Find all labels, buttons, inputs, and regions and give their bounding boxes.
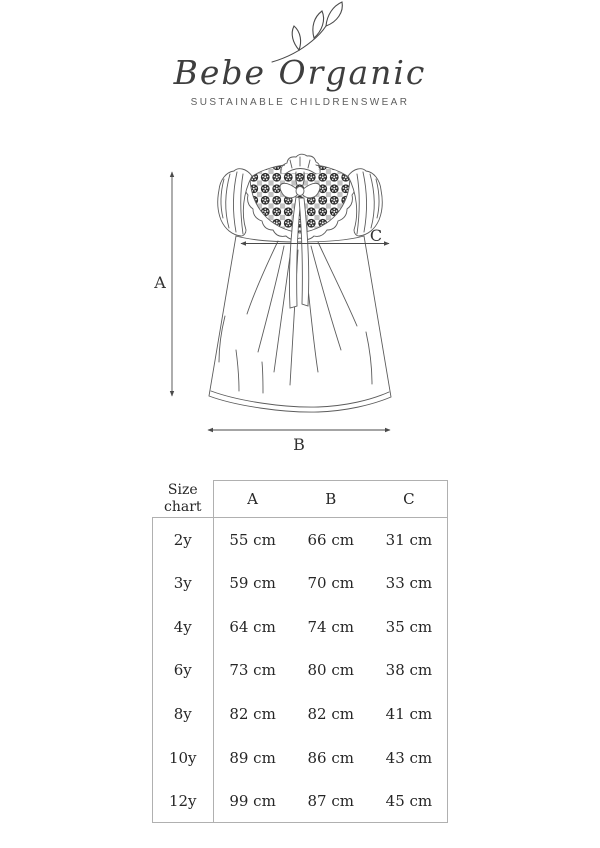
value-a: 99 cm bbox=[229, 792, 276, 811]
value-a: 55 cm bbox=[229, 530, 276, 549]
column-header-a: A bbox=[247, 490, 258, 508]
value-b: 86 cm bbox=[307, 748, 354, 767]
column-header-c: C bbox=[403, 490, 415, 508]
value-b: 80 cm bbox=[307, 661, 354, 680]
value-c: 31 cm bbox=[385, 530, 433, 549]
table-corner-label: Size chart bbox=[163, 482, 202, 515]
measurement-label-a: A bbox=[154, 273, 166, 292]
bow-knot bbox=[296, 187, 304, 196]
value-c: 41 cm bbox=[385, 705, 433, 724]
measurement-label-c: C bbox=[369, 226, 383, 245]
collar-ruffle bbox=[281, 157, 320, 173]
value-b: 82 cm bbox=[307, 705, 354, 724]
size-table bbox=[152, 480, 448, 823]
value-a: 59 cm bbox=[229, 574, 276, 593]
dress-skirt bbox=[209, 236, 391, 412]
value-a: 73 cm bbox=[229, 661, 276, 680]
value-c: 35 cm bbox=[385, 617, 433, 636]
value-c: 33 cm bbox=[385, 574, 433, 593]
value-c: 45 cm bbox=[385, 792, 433, 811]
size-label: 6y bbox=[173, 661, 192, 680]
value-c: 38 cm bbox=[385, 661, 433, 680]
value-b: 66 cm bbox=[307, 530, 354, 549]
size-label: 2y bbox=[173, 530, 192, 549]
brand-tagline: SUSTAINABLE CHILDRENSWEAR bbox=[190, 97, 410, 108]
size-label: 10y bbox=[168, 748, 197, 767]
measurement-label-b: B bbox=[293, 435, 305, 454]
value-b: 74 cm bbox=[307, 617, 354, 636]
column-header-b: B bbox=[325, 490, 337, 508]
value-c: 43 cm bbox=[385, 748, 433, 767]
size-label: 4y bbox=[173, 617, 192, 636]
value-a: 82 cm bbox=[229, 705, 276, 724]
size-label: 8y bbox=[173, 705, 192, 724]
size-label: 12y bbox=[168, 792, 197, 811]
value-a: 89 cm bbox=[229, 748, 276, 767]
brand-name: Bebe Organic bbox=[173, 53, 427, 92]
value-a: 64 cm bbox=[229, 617, 276, 636]
value-b: 87 cm bbox=[307, 792, 354, 811]
dress-illustration bbox=[209, 154, 391, 412]
value-b: 70 cm bbox=[307, 574, 354, 593]
size-label: 3y bbox=[173, 574, 192, 593]
